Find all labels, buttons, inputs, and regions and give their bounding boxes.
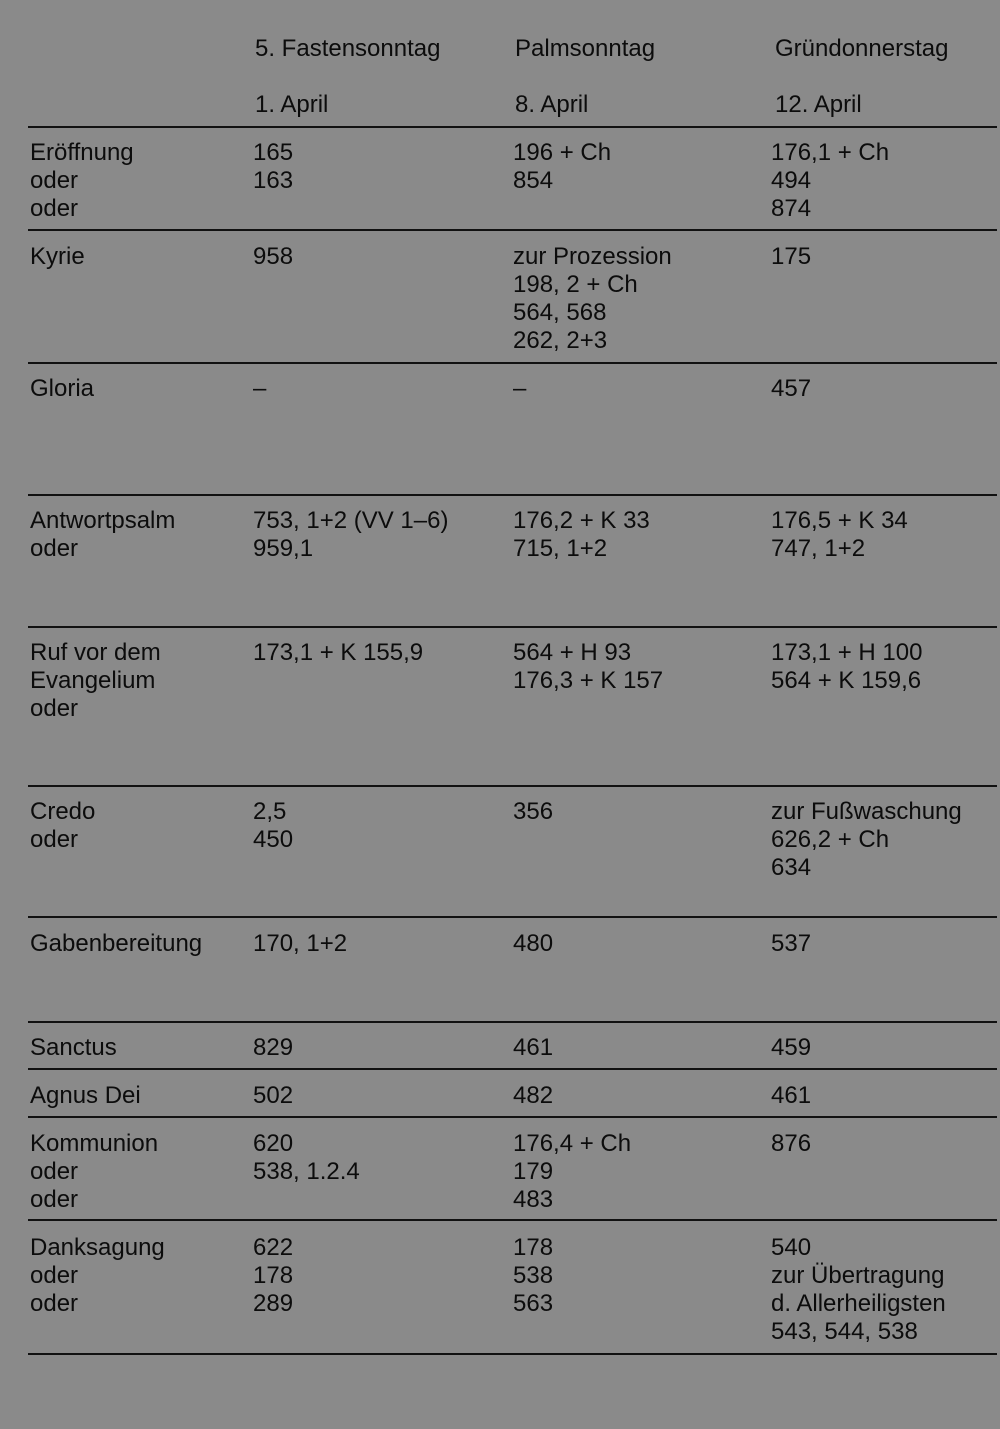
cell-line: 173,1 + H 100 xyxy=(771,639,923,666)
cell-line: 173,1 + K 155,9 xyxy=(253,639,424,666)
cell-line: 179 xyxy=(513,1158,554,1185)
cell-line: 457 xyxy=(771,375,812,402)
gruendonnerstag-cell xyxy=(771,1082,811,1110)
cell-line: oder xyxy=(30,535,79,562)
cell-line: 165 xyxy=(253,139,294,166)
cell-line: 753, 1+2 (VV 1–6) xyxy=(253,507,449,534)
row-label xyxy=(30,930,202,958)
cell-line: 461 xyxy=(513,1034,554,1061)
cell-line: 178 xyxy=(253,1262,294,1289)
row-label xyxy=(30,507,175,563)
cell-line: Agnus Dei xyxy=(30,1082,141,1109)
cell-line: 564, 568 xyxy=(513,299,607,326)
cell-line: – xyxy=(513,375,527,402)
header-col2-title: Palmsonntag xyxy=(515,35,656,62)
cell-line: 176,2 + K 33 xyxy=(513,507,650,534)
fastensonntag-cell xyxy=(253,930,347,958)
cell-line: oder xyxy=(30,1290,79,1317)
cell-line: 854 xyxy=(513,167,554,194)
gruendonnerstag-cell xyxy=(771,375,811,403)
fastensonntag-cell xyxy=(253,639,423,667)
gruendonnerstag-cell xyxy=(771,1130,811,1158)
cell-line: oder xyxy=(30,695,79,722)
cell-line: 564 + H 93 xyxy=(513,639,632,666)
cell-line: Gloria xyxy=(30,375,95,402)
cell-line: Kommunion xyxy=(30,1130,159,1157)
fastensonntag-cell xyxy=(253,1034,293,1062)
fastensonntag-cell xyxy=(253,1082,293,1110)
cell-line: 494 xyxy=(771,167,812,194)
gruendonnerstag-cell xyxy=(771,930,811,958)
row-label xyxy=(30,1082,141,1110)
header-rule xyxy=(28,126,997,128)
cell-line: 262, 2+3 xyxy=(513,327,608,354)
fastensonntag-cell xyxy=(253,375,266,403)
cell-line: 564 + K 159,6 xyxy=(771,667,922,694)
header-col3-date: 12. April xyxy=(775,91,862,118)
cell-line: 540 xyxy=(771,1234,812,1261)
cell-line: 537 xyxy=(771,930,812,957)
cell-line: 622 xyxy=(253,1234,294,1261)
fastensonntag-cell xyxy=(253,507,448,563)
cell-line: 958 xyxy=(253,243,294,270)
gruendonnerstag-cell xyxy=(771,798,962,882)
palmsonntag-cell xyxy=(513,1130,631,1214)
gruendonnerstag-cell xyxy=(771,139,889,223)
palmsonntag-cell xyxy=(513,375,526,403)
row-divider xyxy=(28,1353,997,1355)
row-label xyxy=(30,375,94,403)
header-col2-date: 8. April xyxy=(515,91,589,118)
cell-line: zur Prozession xyxy=(513,243,672,270)
gruendonnerstag-cell xyxy=(771,1234,946,1346)
row-divider xyxy=(28,785,997,787)
palmsonntag-cell xyxy=(513,798,553,826)
row-divider xyxy=(28,626,997,628)
row-label xyxy=(30,1034,117,1062)
cell-line: oder xyxy=(30,1262,79,1289)
cell-line: 2,5 xyxy=(253,798,287,825)
cell-line: Antwortpsalm xyxy=(30,507,176,534)
cell-line: 538 xyxy=(513,1262,554,1289)
row-divider xyxy=(28,916,997,918)
cell-line: 170, 1+2 xyxy=(253,930,348,957)
fastensonntag-cell xyxy=(253,139,293,195)
palmsonntag-cell xyxy=(513,243,672,355)
palmsonntag-cell xyxy=(513,1034,553,1062)
cell-line: 175 xyxy=(771,243,812,270)
row-label xyxy=(30,1130,158,1214)
cell-line: 289 xyxy=(253,1290,294,1317)
cell-line: 482 xyxy=(513,1082,554,1109)
fastensonntag-cell xyxy=(253,798,293,854)
cell-line: oder xyxy=(30,1158,79,1185)
fastensonntag-cell xyxy=(253,1130,360,1186)
fastensonntag-cell xyxy=(253,1234,293,1318)
row-divider xyxy=(28,362,997,364)
cell-line: 626,2 + Ch xyxy=(771,826,890,853)
row-divider xyxy=(28,1219,997,1221)
cell-line: 178 xyxy=(513,1234,554,1261)
cell-line: 620 xyxy=(253,1130,294,1157)
cell-line: 543, 544, 538 xyxy=(771,1318,918,1345)
palmsonntag-cell xyxy=(513,930,553,958)
palmsonntag-cell xyxy=(513,139,611,195)
cell-line: Gabenbereitung xyxy=(30,930,203,957)
cell-line: 876 xyxy=(771,1130,812,1157)
cell-line: oder xyxy=(30,195,79,222)
cell-line: 176,1 + Ch xyxy=(771,139,890,166)
fastensonntag-cell xyxy=(253,243,293,271)
cell-line: 829 xyxy=(253,1034,294,1061)
cell-line: 747, 1+2 xyxy=(771,535,866,562)
row-divider xyxy=(28,1116,997,1118)
cell-line: 176,3 + K 157 xyxy=(513,667,664,694)
cell-line: Evangelium xyxy=(30,667,156,694)
cell-line: Credo xyxy=(30,798,96,825)
header-col1-date: 1. April xyxy=(255,91,329,118)
cell-line: 483 xyxy=(513,1186,554,1213)
cell-line: 461 xyxy=(771,1082,812,1109)
row-label xyxy=(30,139,134,223)
cell-line: oder xyxy=(30,167,79,194)
cell-line: 634 xyxy=(771,854,812,881)
cell-line: 459 xyxy=(771,1034,812,1061)
header-col3-title: Gründonnerstag xyxy=(775,35,949,62)
cell-line: 480 xyxy=(513,930,554,957)
cell-line: d. Allerheiligsten xyxy=(771,1290,946,1317)
cell-line: 356 xyxy=(513,798,554,825)
row-divider xyxy=(28,494,997,496)
cell-line: 959,1 xyxy=(253,535,314,562)
cell-line: 198, 2 + Ch xyxy=(513,271,638,298)
cell-line: Danksagung xyxy=(30,1234,165,1261)
cell-line: 450 xyxy=(253,826,294,853)
cell-line: oder xyxy=(30,826,79,853)
cell-line: 502 xyxy=(253,1082,294,1109)
row-label xyxy=(30,243,85,271)
cell-line: 563 xyxy=(513,1290,554,1317)
cell-line: 176,5 + K 34 xyxy=(771,507,908,534)
cell-line: Eröffnung xyxy=(30,139,134,166)
cell-line: 538, 1.2.4 xyxy=(253,1158,360,1185)
cell-line: 196 + Ch xyxy=(513,139,612,166)
header-col1-title: 5. Fastensonntag xyxy=(255,35,441,62)
row-divider xyxy=(28,1021,997,1023)
cell-line: 176,4 + Ch xyxy=(513,1130,632,1157)
row-label xyxy=(30,639,161,723)
row-label xyxy=(30,798,95,854)
cell-line: 715, 1+2 xyxy=(513,535,608,562)
gruendonnerstag-cell xyxy=(771,507,908,563)
cell-line: 874 xyxy=(771,195,812,222)
cell-line: – xyxy=(253,375,267,402)
cell-line: Sanctus xyxy=(30,1034,117,1061)
cell-line: oder xyxy=(30,1186,79,1213)
cell-line: 163 xyxy=(253,167,294,194)
gruendonnerstag-cell xyxy=(771,243,811,271)
gruendonnerstag-cell xyxy=(771,1034,811,1062)
row-divider xyxy=(28,229,997,231)
row-label xyxy=(30,1234,165,1318)
palmsonntag-cell xyxy=(513,1234,553,1318)
cell-line: Kyrie xyxy=(30,243,85,270)
cell-line: zur Fußwaschung xyxy=(771,798,962,825)
palmsonntag-cell xyxy=(513,507,650,563)
gruendonnerstag-cell xyxy=(771,639,922,695)
palmsonntag-cell xyxy=(513,639,663,695)
cell-line: zur Übertragung xyxy=(771,1262,945,1289)
row-divider xyxy=(28,1068,997,1070)
cell-line: Ruf vor dem xyxy=(30,639,161,666)
palmsonntag-cell xyxy=(513,1082,553,1110)
